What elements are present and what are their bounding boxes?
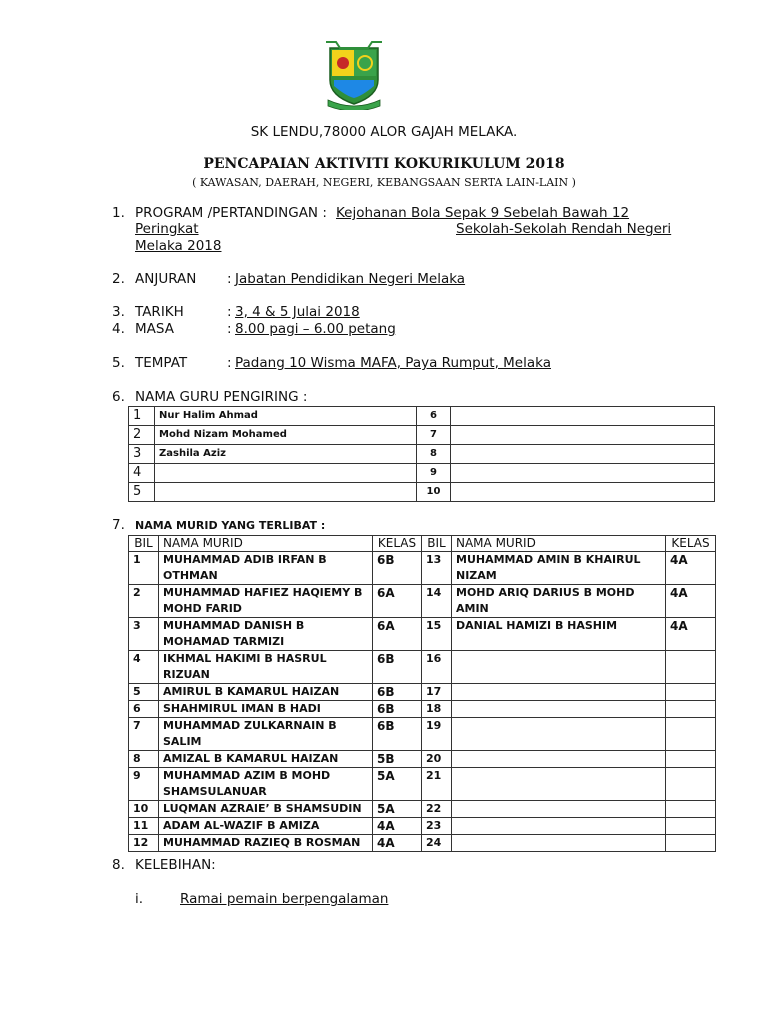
student-name: DANIAL HAMIZI B HASHIM — [452, 618, 666, 651]
table-row — [129, 801, 716, 818]
item-5-number: 5. — [112, 355, 125, 371]
program-value-line2a: Peringkat — [135, 221, 199, 237]
item-3-number: 3. — [112, 304, 125, 320]
student-kelas — [666, 701, 716, 718]
table-row — [129, 651, 716, 684]
student-name: LUQMAN AZRAIE’ B SHAMSUDIN — [159, 801, 373, 818]
kelebihan-value: Ramai pemain berpengalaman — [180, 891, 389, 907]
student-name — [452, 751, 666, 768]
student-name: MUHAMMAD HAFIEZ HAQIEMY B MOHD FARID — [159, 585, 373, 618]
student-kelas: 6B — [373, 684, 422, 701]
tempat-colon: : — [227, 355, 232, 371]
student-name — [452, 718, 666, 751]
student-name — [452, 701, 666, 718]
table-row — [129, 585, 716, 618]
tempat-value: Padang 10 Wisma MAFA, Paya Rumput, Melaka — [235, 355, 551, 371]
tarikh-colon: : — [227, 304, 232, 320]
student-name — [452, 835, 666, 852]
student-name: MUHAMMAD AZIM B MOHD SHAMSULANUAR — [159, 768, 373, 801]
anjuran-label: ANJURAN — [135, 271, 197, 287]
teacher-number: 5 — [129, 483, 155, 502]
student-bil: 19 — [422, 718, 452, 751]
student-bil: 23 — [422, 818, 452, 835]
student-name: MUHAMMAD ADIB IRFAN B OTHMAN — [159, 552, 373, 585]
teacher-name — [451, 426, 715, 445]
student-bil: 16 — [422, 651, 452, 684]
table-row — [129, 464, 715, 483]
item-2-number: 2. — [112, 271, 125, 287]
teacher-number: 10 — [417, 483, 451, 502]
masa-colon: : — [227, 321, 232, 337]
student-kelas — [666, 768, 716, 801]
anjuran-value: Jabatan Pendidikan Negeri Melaka — [235, 271, 466, 287]
student-bil: 1 — [129, 552, 159, 585]
student-bil: 4 — [129, 651, 159, 684]
table-row — [129, 768, 716, 801]
table-header-row — [129, 536, 716, 552]
student-name — [452, 684, 666, 701]
student-name: MOHD ARIQ DARIUS B MOHD AMIN — [452, 585, 666, 618]
murid-terlibat-label: NAMA MURID YANG TERLIBAT : — [135, 519, 326, 532]
teacher-name — [451, 464, 715, 483]
student-kelas: 4A — [373, 818, 422, 835]
column-header-kelas: KELAS — [373, 536, 422, 552]
column-header-nama-murid: NAMA MURID — [159, 536, 373, 552]
teacher-name — [451, 407, 715, 426]
item-4-number: 4. — [112, 321, 125, 337]
student-name: MUHAMMAD RAZIEQ B ROSMAN — [159, 835, 373, 852]
student-name: AMIZAL B KAMARUL HAIZAN — [159, 751, 373, 768]
program-value-line1: Kejohanan Bola Sepak 9 Sebelah Bawah 12 — [336, 205, 630, 221]
table-row — [129, 445, 715, 464]
student-bil: 7 — [129, 718, 159, 751]
student-bil: 2 — [129, 585, 159, 618]
item-7-number: 7. — [112, 517, 125, 533]
school-crest-logo — [322, 36, 386, 110]
student-bil: 13 — [422, 552, 452, 585]
student-bil: 15 — [422, 618, 452, 651]
student-name: ADAM AL-WAZIF B AMIZA — [159, 818, 373, 835]
teacher-number: 2 — [129, 426, 155, 445]
student-bil: 24 — [422, 835, 452, 852]
student-kelas: 4A — [666, 552, 716, 585]
teacher-name: Mohd Nizam Mohamed — [155, 426, 417, 445]
student-kelas: 4A — [373, 835, 422, 852]
student-name — [452, 801, 666, 818]
item-1-number: 1. — [112, 205, 125, 221]
student-kelas — [666, 751, 716, 768]
teacher-number: 7 — [417, 426, 451, 445]
student-bil: 9 — [129, 768, 159, 801]
student-bil: 10 — [129, 801, 159, 818]
student-name — [452, 768, 666, 801]
anjuran-colon: : — [227, 271, 232, 287]
teacher-number: 8 — [417, 445, 451, 464]
student-kelas: 4A — [666, 585, 716, 618]
program-label: PROGRAM /PERTANDINGAN : — [135, 205, 327, 221]
student-kelas: 5A — [373, 768, 422, 801]
teacher-number: 1 — [129, 407, 155, 426]
student-kelas — [666, 818, 716, 835]
teacher-number: 6 — [417, 407, 451, 426]
kelebihan-sub-number: i. — [135, 891, 144, 907]
table-row — [129, 835, 716, 852]
students-table — [128, 535, 716, 852]
item-8-number: 8. — [112, 857, 125, 873]
teacher-number: 9 — [417, 464, 451, 483]
table-row — [129, 426, 715, 445]
student-kelas: 6A — [373, 618, 422, 651]
student-bil: 5 — [129, 684, 159, 701]
table-row — [129, 684, 716, 701]
tarikh-label: TARIKH — [135, 304, 184, 320]
student-bil: 8 — [129, 751, 159, 768]
student-kelas: 6B — [373, 701, 422, 718]
kelebihan-label: KELEBIHAN: — [135, 857, 216, 873]
student-bil: 12 — [129, 835, 159, 852]
teacher-name: Zashila Aziz — [155, 445, 417, 464]
student-name: IKHMAL HAKIMI B HASRUL RIZUAN — [159, 651, 373, 684]
student-kelas — [666, 651, 716, 684]
student-kelas: 6B — [373, 651, 422, 684]
column-header-kelas: KELAS — [666, 536, 716, 552]
table-row — [129, 701, 716, 718]
teacher-name — [451, 483, 715, 502]
column-header-nama-murid: NAMA MURID — [452, 536, 666, 552]
student-bil: 14 — [422, 585, 452, 618]
student-kelas — [666, 684, 716, 701]
tempat-label: TEMPAT — [135, 355, 188, 371]
student-name — [452, 818, 666, 835]
program-value-line2b: Sekolah-Sekolah Rendah Negeri — [456, 221, 672, 237]
table-row — [129, 483, 715, 502]
item-6-number: 6. — [112, 389, 125, 405]
teachers-table — [128, 406, 715, 502]
student-kelas — [666, 801, 716, 818]
column-header-bil: BIL — [129, 536, 159, 552]
masa-label: MASA — [135, 321, 174, 337]
student-kelas — [666, 718, 716, 751]
table-row — [129, 618, 716, 651]
teacher-number: 4 — [129, 464, 155, 483]
student-bil: 22 — [422, 801, 452, 818]
column-header-bil: BIL — [422, 536, 452, 552]
table-row — [129, 751, 716, 768]
table-row — [129, 407, 715, 426]
guru-pengiring-label: NAMA GURU PENGIRING : — [135, 389, 308, 405]
student-bil: 11 — [129, 818, 159, 835]
student-bil: 3 — [129, 618, 159, 651]
student-bil: 6 — [129, 701, 159, 718]
table-row — [129, 718, 716, 751]
student-bil: 21 — [422, 768, 452, 801]
masa-value: 8.00 pagi – 6.00 petang — [235, 321, 396, 337]
student-name — [452, 651, 666, 684]
table-row — [129, 552, 716, 585]
student-name: MUHAMMAD DANISH B MOHAMAD TARMIZI — [159, 618, 373, 651]
document-subtitle: ( KAWASAN, DAERAH, NEGERI, KEBANGSAAN SERTA LAIN-LAIN ) — [192, 176, 576, 189]
teacher-name — [451, 445, 715, 464]
student-name: SHAHMIRUL IMAN B HADI — [159, 701, 373, 718]
student-kelas — [666, 835, 716, 852]
school-address: SK LENDU,78000 ALOR GAJAH MELAKA. — [250, 124, 518, 140]
teacher-name — [155, 483, 417, 502]
student-kelas: 6B — [373, 718, 422, 751]
teacher-name: Nur Halim Ahmad — [155, 407, 417, 426]
student-name: MUHAMMAD AMIN B KHAIRUL NIZAM — [452, 552, 666, 585]
student-kelas: 5A — [373, 801, 422, 818]
student-bil: 18 — [422, 701, 452, 718]
table-row — [129, 818, 716, 835]
student-kelas: 4A — [666, 618, 716, 651]
program-value-line3: Melaka 2018 — [135, 238, 222, 254]
student-kelas: 5B — [373, 751, 422, 768]
student-bil: 20 — [422, 751, 452, 768]
teacher-name — [155, 464, 417, 483]
student-kelas: 6B — [373, 552, 422, 585]
teacher-number: 3 — [129, 445, 155, 464]
tarikh-value: 3, 4 & 5 Julai 2018 — [235, 304, 360, 320]
student-name: MUHAMMAD ZULKARNAIN B SALIM — [159, 718, 373, 751]
student-kelas: 6A — [373, 585, 422, 618]
document-title: PENCAPAIAN AKTIVITI KOKURIKULUM 2018 — [203, 156, 565, 172]
student-bil: 17 — [422, 684, 452, 701]
student-name: AMIRUL B KAMARUL HAIZAN — [159, 684, 373, 701]
